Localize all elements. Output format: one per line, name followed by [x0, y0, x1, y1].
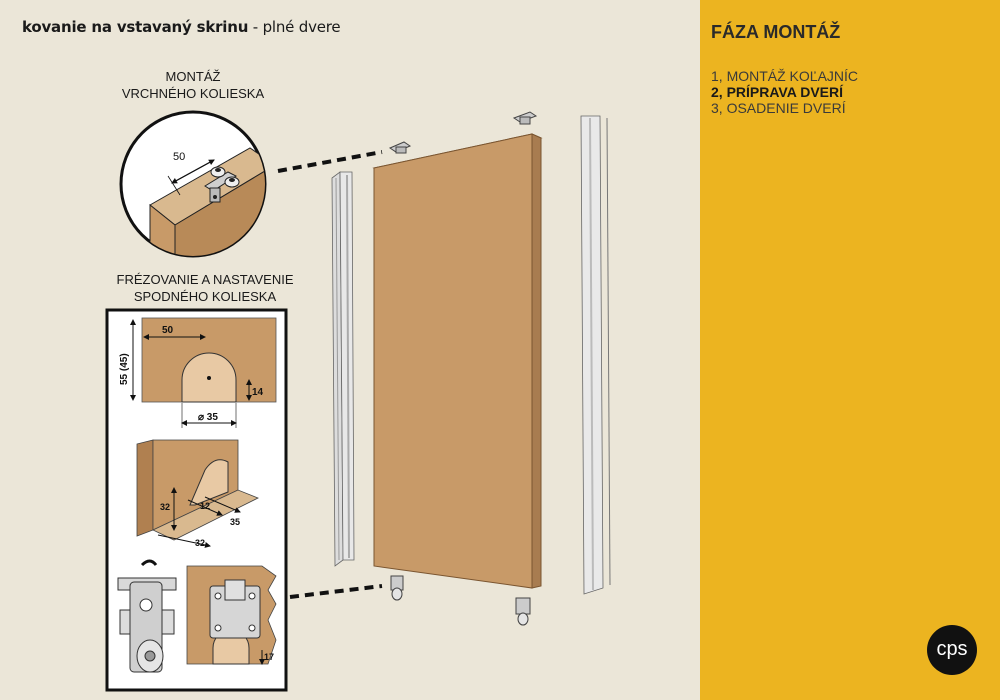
side-dim-32a: 32 [160, 502, 171, 512]
step-2-active: 2, PRÍPRAVA DVERÍ [711, 84, 843, 100]
right-rail [581, 116, 610, 594]
top-wheel-left [390, 142, 410, 153]
bottom-wheel-right [516, 598, 530, 625]
top-dim-50: 50 [173, 151, 186, 163]
top-wheel-detail [121, 112, 275, 270]
mill-dim-14: 14 [252, 387, 264, 398]
bottom-caption-line2: SPODNÉHO KOLIESKA [133, 289, 277, 304]
phase-panel [700, 0, 1000, 700]
cps-logo: cps [927, 625, 977, 675]
bottom-detail-caption [100, 271, 310, 305]
plate-dim-17: 17 [264, 652, 275, 662]
step-1: 1, MONTÁŽ KOĽAJNÍC [711, 68, 859, 84]
side-dim-32b: 32 [195, 538, 206, 548]
title-separator: - [248, 18, 263, 36]
phase-steps [711, 68, 858, 116]
bottom-wheel-left [391, 576, 403, 600]
side-dim-12: 12 [200, 501, 211, 511]
bottom-connector-line [290, 586, 382, 597]
mill-dim-55: 55 (45) [119, 353, 130, 385]
phase-heading: FÁZA MONTÁŽ [711, 22, 841, 42]
top-connector-line [278, 152, 382, 171]
bottom-caption-line1: FRÉZOVANIE A NASTAVENIE [116, 272, 294, 287]
plate-mounted-view [187, 566, 276, 664]
door-panel [374, 134, 541, 588]
side-dim-35: 35 [230, 517, 241, 527]
step-3: 3, OSADENIE DVERÍ [711, 100, 846, 116]
mill-dim-50: 50 [162, 325, 174, 336]
top-caption-line1: MONTÁŽ [165, 69, 221, 84]
title-rest: plné dvere [262, 18, 341, 36]
top-caption-line2: VRCHNÉHO KOLIESKA [121, 86, 265, 101]
top-wheel-right [514, 112, 536, 124]
top-detail-caption [118, 68, 268, 102]
left-rail [332, 172, 354, 566]
mill-dim-35: ⌀ 35 [198, 412, 218, 423]
title-bold: kovanie na vstavaný skrinu [22, 18, 249, 36]
